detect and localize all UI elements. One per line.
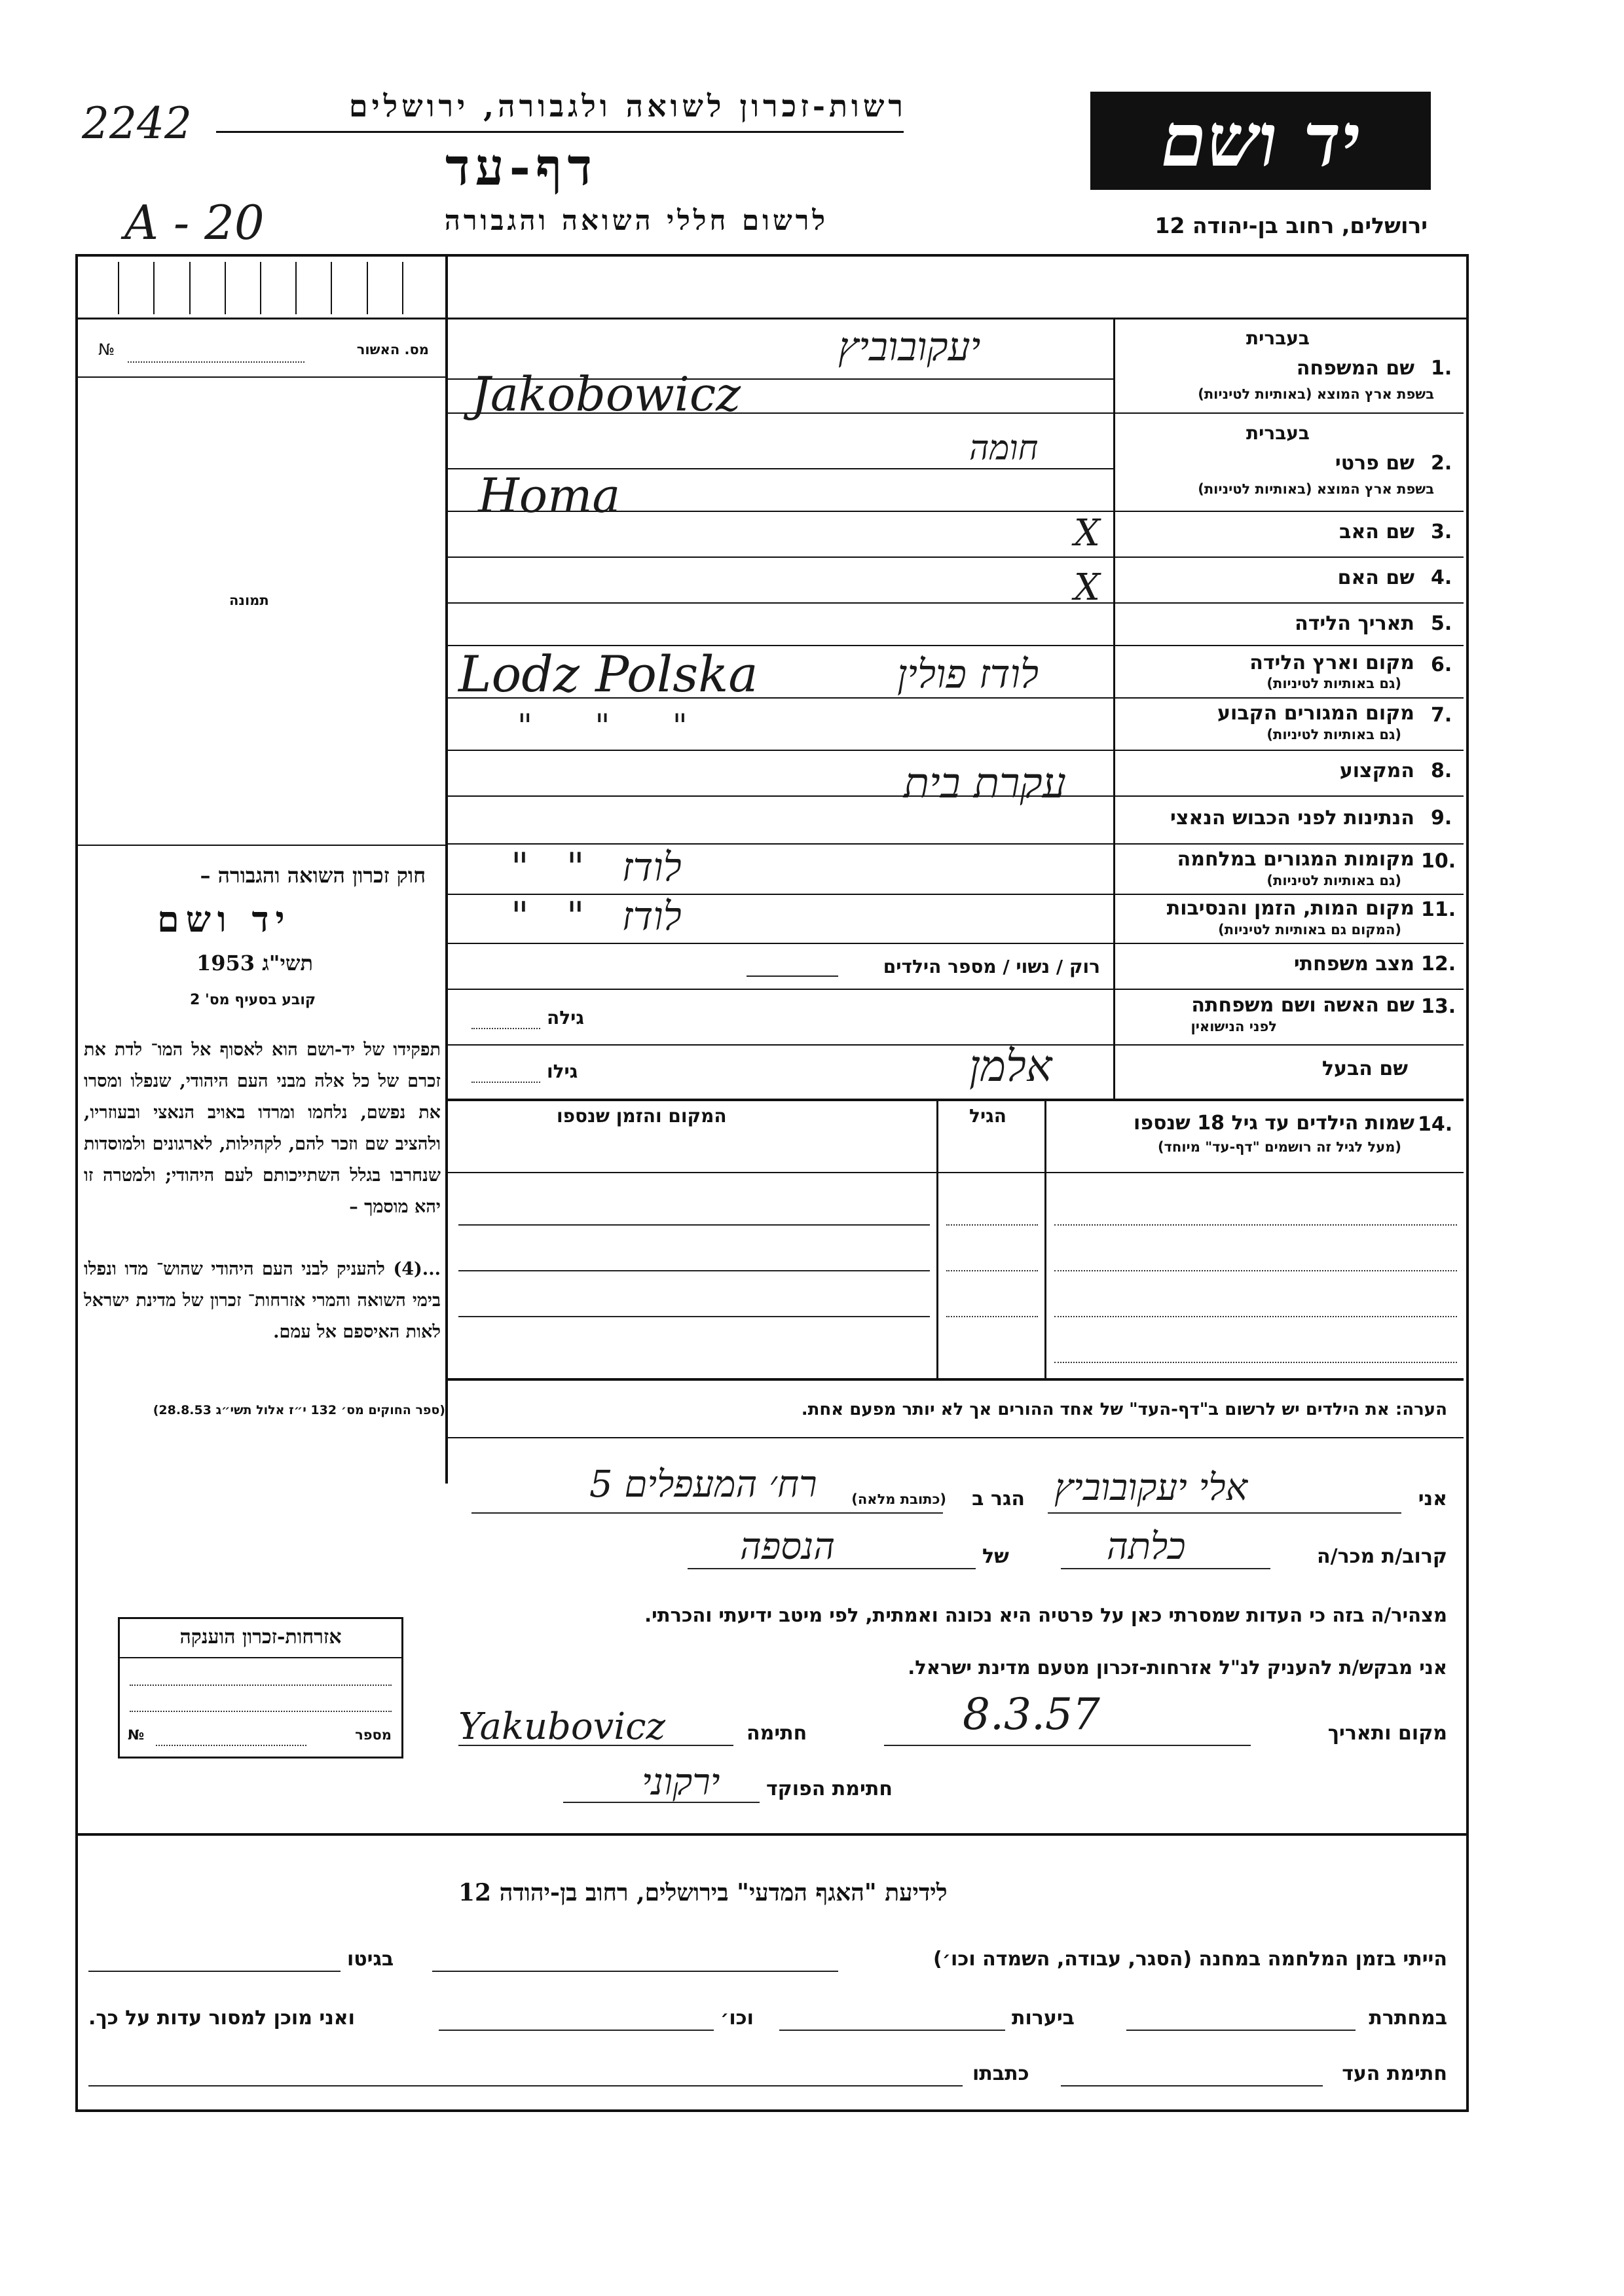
footer-line3-fill-2 <box>88 2085 963 2086</box>
law-text-1: תפקידו של יד-ושם הוא לאסוף אל המו־ לדת את זכרם של כל אלה מבני העם היהודי, שנפלו ומסרו את נפשם, נלחמו ומרדו באויב הנאצי ובעוזריו, ולהציב שם וזכר להם, לקהילות, לארגונים ולמוסדות שנחרבו בגלל השתייכותם לעם היהודי; ולמטרה זו יהא מוסמך – <box>84 1040 441 1217</box>
husband-age-label: גילו <box>547 1061 578 1082</box>
footer-line2-c: וכו׳ <box>720 2007 754 2030</box>
field-7-sub: (גם באותיות לטיניות) <box>1266 727 1401 742</box>
children-row-1-place <box>458 1224 930 1226</box>
field-7-label: מקום המגורים הקבוע <box>1217 702 1414 725</box>
handwritten-ref-code: A - 20 <box>124 195 265 250</box>
field-6-value-latin: Lodz Polska <box>458 645 758 703</box>
permit-row <box>88 340 435 367</box>
footer-line2-b: ביערות <box>1012 2007 1075 2030</box>
field-8-label: המקצוע <box>1339 759 1414 782</box>
citizenship-no-suffix: № <box>128 1727 145 1743</box>
decl-of-label: של <box>982 1545 1009 1568</box>
field-2-lang-note: בעברית <box>1246 422 1310 444</box>
field-3-num: 3. <box>1431 520 1452 543</box>
law-name: יד ושם <box>157 898 291 940</box>
field-5-label: תאריך הלידה <box>1295 612 1414 635</box>
field-10-value: לודז " " <box>511 845 682 890</box>
field-4-value: X <box>1074 566 1100 609</box>
field-9-label: הנתינות לפני הכבוש הנאצי <box>1170 807 1414 829</box>
field-4-label: שם האם <box>1337 566 1414 589</box>
field-2-sub: בשפת ארץ המוצא (באותיות לטיניות) <box>1198 481 1434 497</box>
footer-line1-fill-2 <box>88 1971 341 1972</box>
husband-age-line <box>471 1082 540 1083</box>
citizenship-title-rule <box>120 1657 401 1658</box>
field-9-num: 9. <box>1431 807 1452 829</box>
children-row-4 <box>1054 1362 1457 1363</box>
authority-line: רשות-זכרון לשואה ולגבורה, ירושלים <box>348 88 907 124</box>
children-sub: (מעל לגיל זה רושמים "דף-עד" מיוחד) <box>1157 1139 1401 1155</box>
children-row-3 <box>1054 1316 1457 1317</box>
row-11-end <box>447 943 1464 944</box>
row-3-end <box>447 556 1464 558</box>
row-12-end <box>447 989 1464 990</box>
note: הערה: את הילדים יש לרשום ב"דף-העד" של אחד ההורים אך לא יותר מפעם אחת. <box>801 1400 1447 1419</box>
citizenship-box-title: אזרחות-זכרון הוענקה <box>179 1626 342 1649</box>
decl-i-line <box>1048 1512 1401 1514</box>
field-10-sub: (גם באותיות לטיניות) <box>1266 873 1401 888</box>
law-citation: (ספר החוקים מס׳ 132 י״ז אלול תשי״ג 28.8.53) <box>153 1403 445 1417</box>
children-row-3-age <box>946 1316 1038 1317</box>
law-title: חוק זכרון השואה והגבורה – <box>200 863 426 888</box>
footer-line2-fill-2 <box>779 2030 1005 2031</box>
citizenship-box <box>118 1617 403 1758</box>
footer-line1-b: בגיטו <box>347 1948 394 1971</box>
children-row-3-place <box>458 1316 930 1317</box>
field-11-sub: (המקום גם באותיות לטיניות) <box>1218 922 1401 938</box>
field-1-num: 1. <box>1431 357 1452 380</box>
field-2-num: 2. <box>1431 452 1452 475</box>
footer-line2-d: ואני מוכן למסור עדות על כך. <box>88 2007 355 2030</box>
logo-text: יד ושם <box>1160 98 1361 183</box>
label-column-divider <box>1113 318 1115 1100</box>
authority-underline <box>216 131 904 133</box>
field-3-value: X <box>1074 512 1100 555</box>
row-husband-end <box>447 1099 1464 1101</box>
field-1-lang-note: בעברית <box>1246 327 1310 349</box>
decl-relation-line <box>1061 1568 1270 1569</box>
husband-value: אלמן <box>969 1041 1052 1091</box>
permit-no-suffix: № <box>98 340 115 359</box>
decl-statement: מצהיר/ה בזה כי העדות שמסרתי כאן על פרטיה היא נכונה ואמתית, לפי מיטב ידיעתי והכרתי. <box>644 1604 1447 1626</box>
row-7-end <box>447 750 1464 751</box>
law-clause: קובע בסעיף מס' 2 <box>190 992 316 1008</box>
field-13-sub: לפני הנישואין <box>1190 1019 1277 1034</box>
field-1-sub: בשפת ארץ המוצא (באותיות לטיניות) <box>1198 386 1434 402</box>
field-3-label: שם האב <box>1339 520 1414 543</box>
field-2-label: שם פרטי <box>1335 452 1414 475</box>
footer-line1-fill <box>432 1971 838 1972</box>
logo <box>1090 92 1431 190</box>
citizenship-no-line <box>156 1745 306 1746</box>
photo-label: תמונה <box>229 592 269 608</box>
field-6-num: 6. <box>1431 653 1452 676</box>
row-13-end <box>447 1044 1464 1046</box>
citizenship-line-2 <box>130 1711 392 1712</box>
form-title: דף-עד <box>445 137 597 197</box>
decl-clerk-value: ירקוני <box>642 1761 720 1804</box>
field-2-value-latin: Homa <box>478 468 621 523</box>
field-8-num: 8. <box>1431 759 1452 782</box>
footer-line3-fill-1 <box>1061 2085 1323 2086</box>
children-row-2-age <box>946 1270 1038 1271</box>
decl-signature-label: חתימה <box>747 1722 807 1745</box>
field-6-label: מקום וארץ הלידה <box>1249 651 1414 674</box>
top-cells <box>84 262 437 314</box>
decl-signature-line <box>458 1745 733 1746</box>
decl-resident-note: (כתובת מלאה) <box>851 1491 946 1507</box>
field-11-num: 11. <box>1421 898 1456 921</box>
field-13-label: שם האשה ושם משפחתה <box>1191 994 1414 1017</box>
field-13-num: 13. <box>1421 995 1456 1018</box>
children-title: שמות הילדים עד גיל 18 שנספו <box>1134 1112 1414 1135</box>
field-4-num: 4. <box>1431 566 1452 589</box>
children-row-2-place <box>458 1270 930 1271</box>
field-12-num: 12. <box>1421 953 1456 975</box>
children-col-divider-2 <box>1044 1100 1046 1378</box>
field-1-value-latin: Jakobowicz <box>471 367 741 422</box>
footer-line2-a: במחתרת <box>1369 2007 1447 2030</box>
citizenship-line-1 <box>130 1685 392 1686</box>
field-7-num: 7. <box>1431 704 1452 727</box>
handwritten-ref-top: 2242 <box>82 98 192 149</box>
field-13-age-line <box>471 1028 540 1029</box>
decl-i-value: אלי יעקובוביץ <box>1054 1467 1248 1509</box>
note-rule <box>447 1437 1464 1438</box>
footer-line2-fill-3 <box>439 2030 714 2031</box>
husband-label: שם הבעל <box>1321 1057 1408 1080</box>
address: ירושלים, רחוב בן-יהודה 12 <box>1154 213 1428 238</box>
children-num: 14. <box>1418 1113 1453 1136</box>
field-13-age-label: גילה <box>547 1007 584 1029</box>
left-column-divider <box>445 254 448 1484</box>
footer-line3-a: חתימת העד <box>1342 2062 1447 2085</box>
permit-no-line <box>128 361 304 363</box>
decl-clerk-label: חתימת הפוקד <box>766 1777 893 1800</box>
field-1-value-he: יעקובוביץ <box>838 324 981 370</box>
field-10-num: 10. <box>1421 850 1456 873</box>
field-12-label: מצב משפחתי <box>1293 953 1414 975</box>
law-year: תשי"ג 1953 <box>196 951 313 975</box>
field-6-value-he: לודז פולין <box>897 651 1039 697</box>
decl-relation-label: קרוב/ת מכר/ה <box>1317 1545 1447 1568</box>
photo-divider <box>75 845 447 846</box>
children-end <box>447 1378 1464 1381</box>
field-11-label: מקום המות, הזמן והנסיבות <box>1166 897 1414 920</box>
top-row-divider <box>75 318 1466 319</box>
row-4-end <box>447 602 1464 604</box>
decl-i-label: אני <box>1418 1487 1447 1510</box>
footer-rule <box>75 1833 1466 1836</box>
children-col-divider-1 <box>936 1100 938 1378</box>
decl-resident-value: רח׳ המעפלים 5 <box>589 1463 817 1506</box>
decl-place-date-label: מקום ותאריך <box>1327 1722 1447 1745</box>
law-text-2: ...(4) להעניק לבני העם היהודי שהוש־ מדו ונפלו בימי השואה והמרי אזרחות־ זכרון של מדינת ישראל לאות האיספם אל עמם. <box>84 1259 441 1342</box>
children-row-2 <box>1054 1270 1457 1271</box>
field-2-value-he: חומה <box>969 429 1039 468</box>
decl-request: אני מבקש/ת להעניק לנ"ל אזרחות-זכרון מטעם מדינת ישראל. <box>908 1656 1447 1679</box>
footer-line3-b: כתבתו <box>972 2062 1029 2085</box>
field-5-num: 5. <box>1431 612 1452 635</box>
footer-line1-a: הייתי בזמן המלחמה במחנה (הסגר, עבודה, השמדה וכו׳) <box>933 1948 1447 1971</box>
field-1-label: שם המשפחה <box>1296 357 1414 380</box>
decl-signature-value: Yakubovicz <box>458 1705 665 1748</box>
field-6-sub: (גם באותיות לטיניות) <box>1266 676 1401 691</box>
children-col-age: הגיל <box>969 1105 1006 1127</box>
decl-of-value: הנספה <box>740 1525 836 1568</box>
field-10-label: מקומות המגורים במלחמה <box>1177 848 1414 871</box>
children-row-1 <box>1054 1224 1457 1226</box>
permit-no-label: מס. האשור <box>356 342 429 357</box>
field-8-value: עקרת בית <box>904 759 1066 808</box>
field-7-value: " " " <box>517 707 688 745</box>
decl-resident-line <box>471 1512 943 1514</box>
permit-divider <box>75 376 447 378</box>
children-row-1-age <box>946 1224 1038 1226</box>
field-11-value: לודז " " <box>511 894 682 939</box>
children-col-place: המקום והזמן שנספו <box>557 1105 727 1127</box>
decl-resident-label: הגר ב <box>972 1487 1025 1510</box>
decl-place-date-line <box>884 1745 1251 1746</box>
children-header-rule <box>447 1172 1464 1173</box>
decl-relation-value: כלתה <box>1107 1525 1186 1568</box>
decl-clerk-line <box>563 1802 760 1803</box>
form-subtitle: לרשום חללי השואה והגבורה <box>444 204 828 236</box>
footer-attention: לידיעת "האגף המדעי" בירושלים, רחוב בן-יהודה 12 <box>458 1879 948 1906</box>
decl-of-line <box>688 1568 976 1569</box>
footer-line2-fill-1 <box>1126 2030 1356 2031</box>
field-12-options: רוק / נשוי / מספר הילדים <box>883 956 1100 977</box>
field-12-line <box>747 975 838 977</box>
citizenship-no-label: מספר <box>355 1727 392 1743</box>
decl-place-date-value: 8.3.57 <box>963 1689 1100 1740</box>
